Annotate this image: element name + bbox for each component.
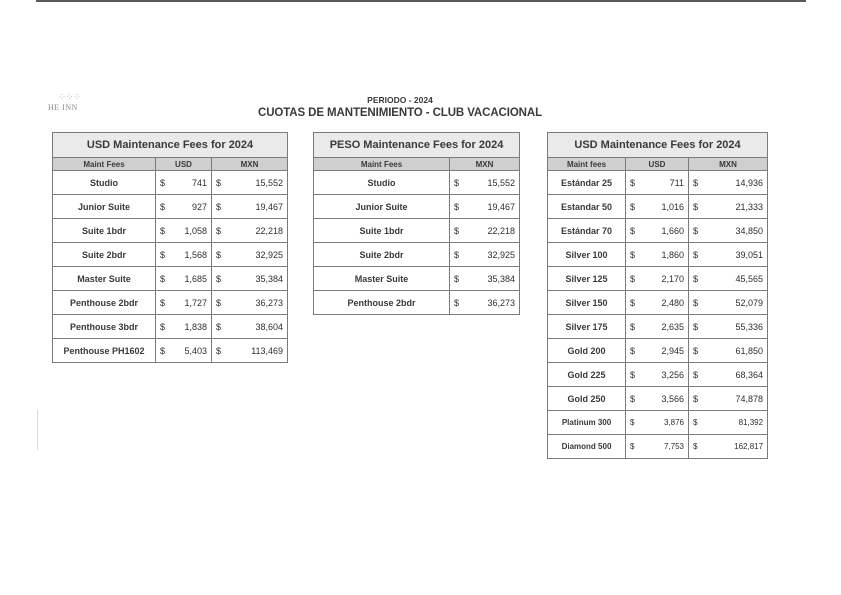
mxn-value: 14,936 (705, 171, 768, 195)
mxn-value: 61,850 (705, 339, 768, 363)
table-row (548, 195, 768, 219)
usd-value: 2,170 (642, 267, 689, 291)
table-row (53, 219, 288, 243)
currency-symbol: $ (156, 291, 172, 315)
usd-value: 2,635 (642, 315, 689, 339)
table-row (314, 267, 520, 291)
currency-symbol: $ (689, 243, 705, 267)
mxn-value: 19,467 (228, 195, 288, 219)
table-row (53, 339, 288, 363)
currency-symbol: $ (626, 195, 642, 219)
table-row (314, 291, 520, 315)
usd-value: 1,568 (172, 243, 212, 267)
currency-symbol: $ (689, 411, 705, 435)
document-heading (250, 95, 550, 120)
mxn-value: 39,051 (705, 243, 768, 267)
row-label: Diamond 500 (548, 435, 626, 459)
currency-symbol: $ (450, 219, 468, 243)
peso-unit-fees-table (313, 132, 520, 315)
mxn-value: 22,218 (228, 219, 288, 243)
mxn-value: 52,079 (705, 291, 768, 315)
usd-value: 3,876 (642, 411, 689, 435)
currency-symbol: $ (689, 339, 705, 363)
currency-symbol: $ (626, 267, 642, 291)
usd-value: 741 (172, 171, 212, 195)
scan-artifact (37, 410, 38, 450)
row-label: Silver 125 (548, 267, 626, 291)
currency-symbol: $ (689, 195, 705, 219)
usd-value: 1,860 (642, 243, 689, 267)
currency-symbol: $ (626, 243, 642, 267)
row-label: Penthouse 3bdr (53, 315, 156, 339)
row-label: Estandar 50 (548, 195, 626, 219)
currency-symbol: $ (689, 267, 705, 291)
currency-symbol: $ (689, 387, 705, 411)
row-label: Junior Suite (53, 195, 156, 219)
currency-symbol: $ (450, 195, 468, 219)
usd-value: 1,685 (172, 267, 212, 291)
mxn-value: 45,565 (705, 267, 768, 291)
table-row (53, 171, 288, 195)
currency-symbol: $ (156, 219, 172, 243)
currency-symbol: $ (626, 315, 642, 339)
currency-symbol: $ (212, 315, 228, 339)
table-row (314, 195, 520, 219)
table-caption: USD Maintenance Fees for 2024 (548, 133, 768, 158)
mxn-value: 55,336 (705, 315, 768, 339)
table-row (548, 267, 768, 291)
row-label: Silver 150 (548, 291, 626, 315)
row-label: Platinum 300 (548, 411, 626, 435)
table-row (548, 219, 768, 243)
currency-symbol: $ (212, 291, 228, 315)
row-label: Suite 2bdr (53, 243, 156, 267)
usd-points-fees-table (547, 132, 768, 459)
currency-symbol: $ (156, 315, 172, 339)
row-label: Estándar 25 (548, 171, 626, 195)
row-label: Estándar 70 (548, 219, 626, 243)
mxn-value: 81,392 (705, 411, 768, 435)
mxn-value: 113,469 (228, 339, 288, 363)
table-row (548, 411, 768, 435)
usd-value: 3,256 (642, 363, 689, 387)
usd-value: 5,403 (172, 339, 212, 363)
sun-icon: ⁘⁘⁘ (57, 92, 81, 103)
row-label: Master Suite (314, 267, 450, 291)
mxn-value: 22,218 (468, 219, 520, 243)
row-label: Junior Suite (314, 195, 450, 219)
currency-symbol: $ (156, 267, 172, 291)
row-label: Silver 100 (548, 243, 626, 267)
mxn-value: 15,552 (468, 171, 520, 195)
mxn-value: 35,384 (228, 267, 288, 291)
table-row (548, 291, 768, 315)
column-header-mxn: MXN (689, 158, 768, 171)
mxn-value: 19,467 (468, 195, 520, 219)
table-row (314, 219, 520, 243)
table-row (53, 243, 288, 267)
table-row (53, 291, 288, 315)
currency-symbol: $ (626, 363, 642, 387)
currency-symbol: $ (212, 339, 228, 363)
mxn-value: 34,850 (705, 219, 768, 243)
mxn-value: 68,364 (705, 363, 768, 387)
row-label: Silver 175 (548, 315, 626, 339)
currency-symbol: $ (212, 171, 228, 195)
currency-symbol: $ (212, 195, 228, 219)
currency-symbol: $ (212, 267, 228, 291)
document-title: CUOTAS DE MANTENIMIENTO - CLUB VACACIONAL (257, 107, 543, 119)
table-row (548, 243, 768, 267)
table-row (548, 339, 768, 363)
currency-symbol: $ (626, 339, 642, 363)
mxn-value: 15,552 (228, 171, 288, 195)
currency-symbol: $ (626, 411, 642, 435)
table-row (314, 243, 520, 267)
table-caption: PESO Maintenance Fees for 2024 (314, 133, 520, 158)
currency-symbol: $ (450, 267, 468, 291)
period-label: PERIODO - 2024 (367, 95, 433, 105)
mxn-value: 32,925 (468, 243, 520, 267)
currency-symbol: $ (212, 243, 228, 267)
column-header-usd: USD (156, 158, 212, 171)
currency-symbol: $ (156, 243, 172, 267)
table-row (548, 171, 768, 195)
column-header-maint-fees: Maint fees (548, 158, 626, 171)
mxn-value: 38,604 (228, 315, 288, 339)
usd-value: 1,016 (642, 195, 689, 219)
currency-symbol: $ (450, 291, 468, 315)
row-label: Gold 200 (548, 339, 626, 363)
mxn-value: 74,878 (705, 387, 768, 411)
column-header-mxn: MXN (212, 158, 288, 171)
top-border-line (36, 0, 806, 2)
usd-value: 1,838 (172, 315, 212, 339)
usd-value: 7,753 (642, 435, 689, 459)
row-label: Gold 250 (548, 387, 626, 411)
currency-symbol: $ (689, 171, 705, 195)
currency-symbol: $ (689, 363, 705, 387)
currency-symbol: $ (626, 435, 642, 459)
row-label: Gold 225 (548, 363, 626, 387)
mxn-value: 36,273 (468, 291, 520, 315)
table-row (548, 435, 768, 459)
usd-unit-fees-table (52, 132, 288, 363)
column-header-usd: USD (626, 158, 689, 171)
currency-symbol: $ (450, 171, 468, 195)
row-label: Master Suite (53, 267, 156, 291)
usd-value: 1,660 (642, 219, 689, 243)
row-label: Studio (53, 171, 156, 195)
currency-symbol: $ (689, 219, 705, 243)
row-label: Suite 2bdr (314, 243, 450, 267)
row-label: Penthouse PH1602 (53, 339, 156, 363)
mxn-value: 32,925 (228, 243, 288, 267)
currency-symbol: $ (626, 171, 642, 195)
usd-value: 1,058 (172, 219, 212, 243)
table-row (53, 315, 288, 339)
currency-symbol: $ (689, 291, 705, 315)
table-row (53, 195, 288, 219)
usd-value: 711 (642, 171, 689, 195)
row-label: Penthouse 2bdr (53, 291, 156, 315)
currency-symbol: $ (212, 219, 228, 243)
table-row (548, 387, 768, 411)
table-caption: USD Maintenance Fees for 2024 (53, 133, 288, 158)
hotel-logo (44, 93, 94, 119)
row-label: Studio (314, 171, 450, 195)
usd-value: 1,727 (172, 291, 212, 315)
currency-symbol: $ (156, 195, 172, 219)
mxn-value: 162,817 (705, 435, 768, 459)
column-header-maint-fees: Maint Fees (314, 158, 450, 171)
currency-symbol: $ (450, 243, 468, 267)
column-header-maint-fees: Maint Fees (53, 158, 156, 171)
table-row (314, 171, 520, 195)
currency-symbol: $ (626, 291, 642, 315)
mxn-value: 21,333 (705, 195, 768, 219)
table-row (548, 315, 768, 339)
usd-value: 2,480 (642, 291, 689, 315)
currency-symbol: $ (689, 315, 705, 339)
currency-symbol: $ (626, 219, 642, 243)
currency-symbol: $ (689, 435, 705, 459)
currency-symbol: $ (626, 387, 642, 411)
currency-symbol: $ (156, 171, 172, 195)
mxn-value: 36,273 (228, 291, 288, 315)
currency-symbol: $ (156, 339, 172, 363)
usd-value: 3,566 (642, 387, 689, 411)
usd-value: 927 (172, 195, 212, 219)
row-label: Suite 1bdr (53, 219, 156, 243)
column-header-mxn: MXN (450, 158, 520, 171)
table-row (53, 267, 288, 291)
row-label: Penthouse 2bdr (314, 291, 450, 315)
row-label: Suite 1bdr (314, 219, 450, 243)
usd-value: 2,945 (642, 339, 689, 363)
table-row (548, 363, 768, 387)
mxn-value: 35,384 (468, 267, 520, 291)
logo-text: HE INN (48, 103, 78, 112)
